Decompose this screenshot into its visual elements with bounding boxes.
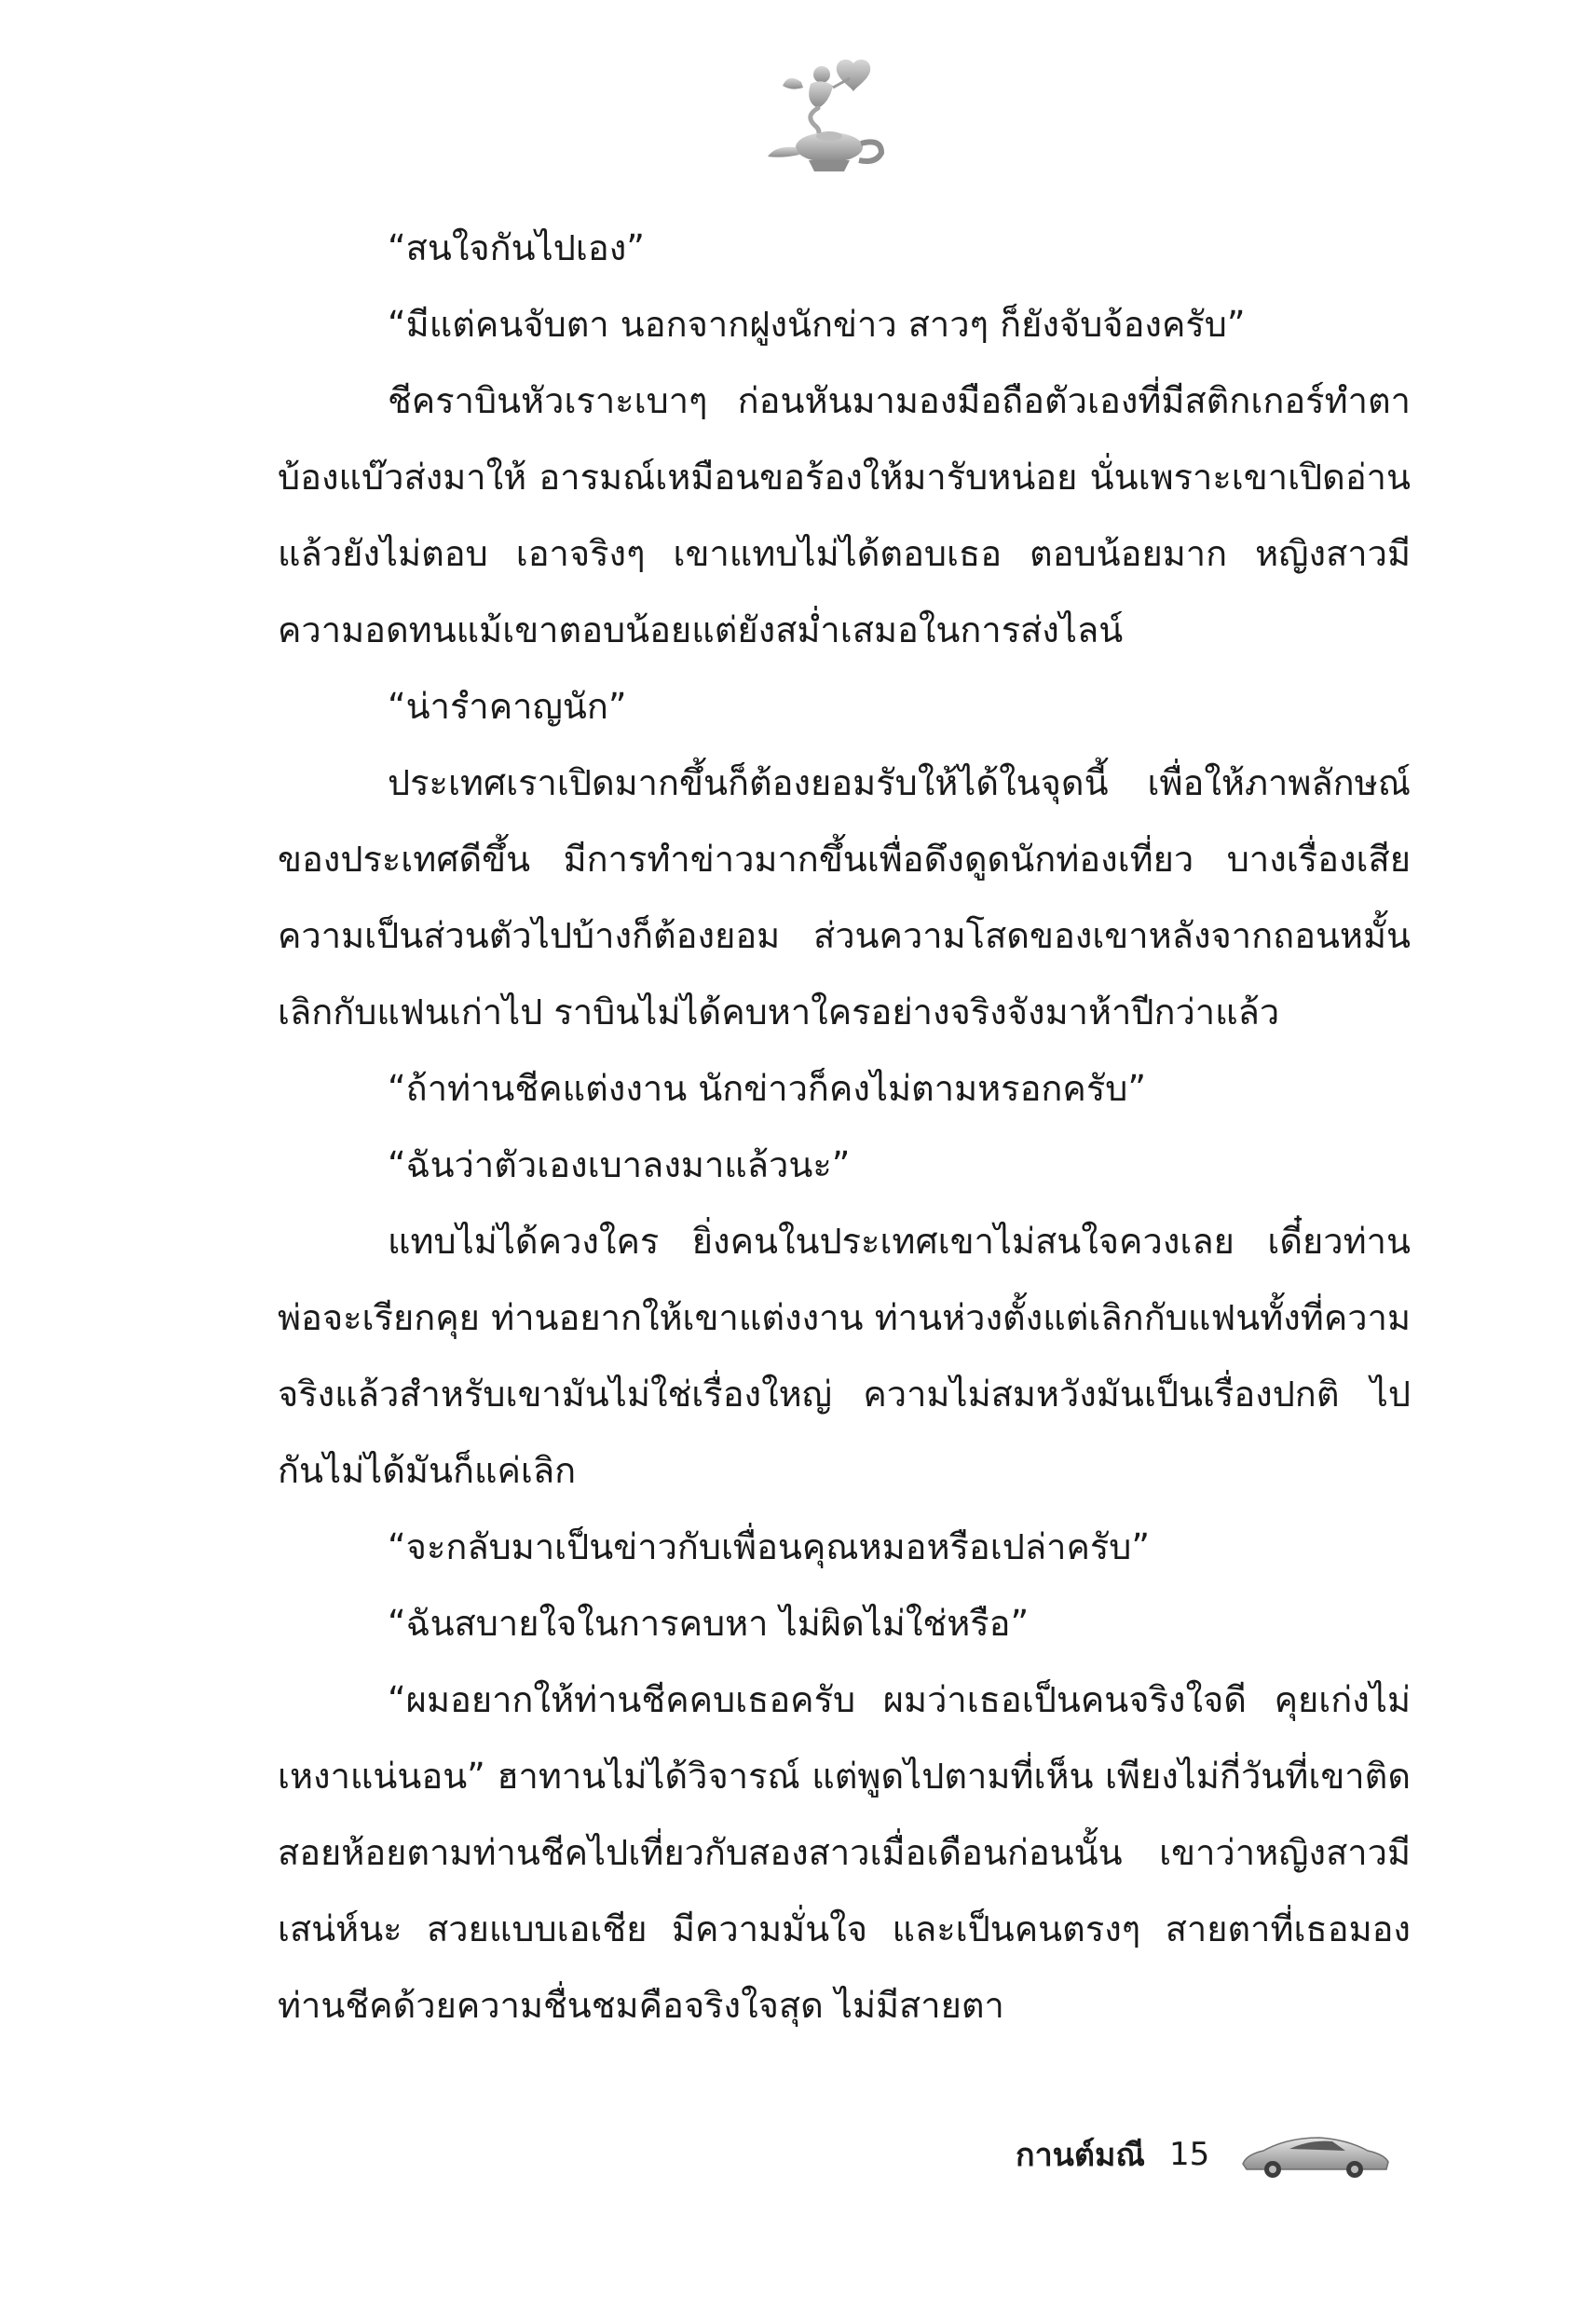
paragraph: “มีแต่คนจับตา นอกจากฝูงนักข่าว สาวๆ ก็ยังจับจ้องครับ” xyxy=(388,304,1246,345)
paragraph: “ฉันว่าตัวเองเบาลงมาแล้วนะ” xyxy=(388,1144,851,1185)
paragraph: “สนใจกันไปเอง” xyxy=(388,227,645,268)
cupid-teapot-ornament-icon xyxy=(764,54,894,185)
paragraph: “ฉันสบายใจในการคบหา ไม่ผิดไม่ใช่หรือ” xyxy=(388,1603,1030,1644)
paragraph: “น่ารำคาญนัก” xyxy=(388,686,627,727)
paragraph: แทบไม่ได้ควงใคร ยิ่งคนในประเทศเขาไม่สนใจควงเลย เดี๋ยวท่านพ่อจะเรียกคุย ท่านอยากให้เขาแต่งงาน ท่านห่วงตั้งแต่เลิกกับแฟนทั้งที่ความจริงแล้วสำหรับเขามันไม่ใช่เรื่องใหญ่ ความไม่สมหวังมันเป็นเรื่องปกติ ไปกันไม่ได้มันก็แค่เลิก xyxy=(278,1221,1411,1491)
book-title: กานต์มณี xyxy=(1016,2137,1145,2174)
body-text xyxy=(278,210,1411,2044)
page-footer xyxy=(1016,2126,1394,2182)
paragraph: ชีครา​บินหัวเราะเบาๆ ก่อนหันมามองมือถือตัวเองที่มีสติกเกอร์ทำตาบ้องแบ๊วส่งมาให้ อารมณ์เหมือนขอร้องให้มารับหน่อย นั่นเพราะเขาเปิดอ่านแล้วยังไม่ตอบ เอาจริงๆ เขาแทบไม่ได้ตอบเธอ ตอบน้อยมาก หญิงสาวมีความอดทนแม้เขาตอบน้อยแต่ยังสม่ำเสมอในการส่งไลน์ xyxy=(278,380,1411,650)
paragraph: “ผมอยากให้ท่านชีคคบเธอครับ ผมว่าเธอเป็นคนจริงใจดี คุยเก่งไม่เหงาแน่นอน” ฮาทานไม่ได้วิจารณ์ แต่พูดไปตามที่เห็น เพียงไม่กี่วันที่เขาติดสอยห้อยตามท่านชีคไปเที่ยวกับสองสาวเมื่อเดือนก่อนนั้น เขาว่าหญิงสาวมีเสน่ห์นะ สวยแบบเอเชีย มีความมั่นใจ และเป็นคนตรงๆ สายตาที่เธอมองท่านชีคด้วยความชื่นชมคือจริงใจสุด ไม่มีสายตา xyxy=(278,1679,1411,2026)
paragraph: “ถ้าท่านชีคแต่งงาน นักข่าวก็คงไม่ตามหรอกครับ” xyxy=(388,1068,1147,1109)
page-number: 15 xyxy=(1168,2136,1210,2173)
sports-car-icon xyxy=(1235,2126,1394,2182)
paragraph: “จะกลับมาเป็นข่าวกับเพื่อนคุณหมอหรือเปล่าครับ” xyxy=(388,1526,1151,1567)
paragraph: ประเทศเราเปิดมากขึ้นก็ต้องยอมรับให้ได้ในจุดนี้ เพื่อให้ภาพลักษณ์ของประเทศดีขึ้น มีการทำข่าวมากขึ้นเพื่อดึงดูดนักท่องเที่ยว บางเรื่องเสียความเป็นส่วนตัวไปบ้างก็ต้องยอม ส่วนความโสดของเขาหลังจากถอนหมั้นเลิกกับแฟนเก่าไป ราบินไม่ได้คบหาใครอย่างจริงจังมาห้าปีกว่าแล้ว xyxy=(278,762,1411,1032)
